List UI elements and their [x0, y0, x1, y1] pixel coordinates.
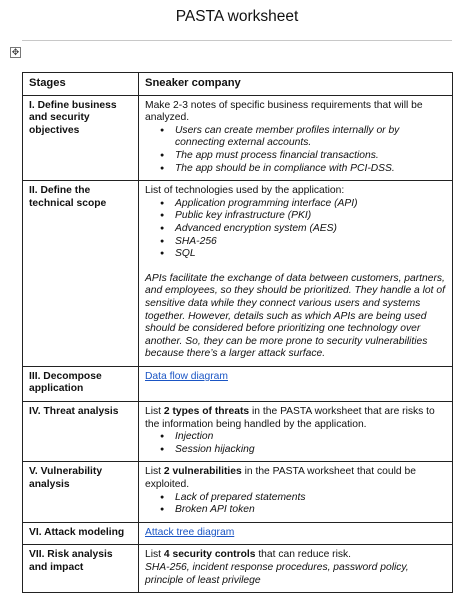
content-cell [139, 402, 453, 462]
intro-pre: List [145, 549, 164, 561]
page-divider [22, 40, 452, 41]
intro-bold: 2 types of threats [163, 406, 250, 418]
content-cell [139, 181, 453, 367]
intro-pre: List [145, 466, 164, 478]
row-intro: List of technologies used by the application: [145, 185, 345, 197]
list-item: ● SHA-256 [175, 236, 447, 249]
bullet-list [145, 431, 447, 456]
bullet-list [145, 198, 447, 261]
content-cell [139, 366, 453, 401]
controls-note: SHA-256, incident response procedures, password policy, principle of least privilege [145, 562, 409, 586]
list-item: ● SQL [175, 248, 447, 261]
stage-cell: VII. Risk analysis and impact [23, 545, 139, 593]
table-row [23, 95, 453, 181]
intro-post: in the PASTA worksheet that are risks to the information being handled by the application. [145, 406, 435, 430]
content-cell [139, 462, 453, 522]
scope-paragraph: APIs facilitate the exchange of data between customers, partners, and employees, so they should be prioritized. They handle a lot of sensitive data while they connect various users and systems together. However, details such as which APIs are being used should be considered before prioritizing one technology over another. So, they can be more prone to security vulnerabilities because there’s a larger attack surface. [145, 272, 445, 360]
row-intro [145, 549, 447, 562]
list-item: ● Public key infrastructure (PKI) [175, 210, 447, 223]
content-cell [139, 95, 453, 181]
stage-cell: III. Decompose application [23, 366, 139, 401]
list-item: ● Broken API token [175, 504, 447, 517]
document-title: PASTA worksheet [175, 8, 299, 25]
table-row [23, 366, 453, 401]
list-item: ● Lack of prepared statements [175, 492, 447, 505]
list-item: ● The app should be in compliance with PCI-DSS. [175, 163, 447, 176]
stage-cell: VI. Attack modeling [23, 522, 139, 545]
intro-pre: List [145, 406, 164, 418]
stage-cell: V. Vulnerability analysis [23, 462, 139, 522]
content-cell [139, 545, 453, 593]
list-item: ● Advanced encryption system (AES) [175, 223, 447, 236]
header-company: Sneaker company [139, 73, 453, 96]
intro-post: that can reduce risk. [255, 549, 352, 561]
row-intro [145, 406, 447, 431]
list-item: ● Session hijacking [175, 444, 447, 457]
row-intro: Make 2-3 notes of specific business requirements that will be analyzed. [145, 99, 423, 124]
table-row [23, 545, 453, 593]
header-stages: Stages [23, 73, 139, 96]
table-row [23, 522, 453, 545]
stage-cell: II. Define the technical scope [23, 181, 139, 367]
table-move-handle-icon[interactable]: ✥ [11, 47, 20, 57]
list-item: ● Users can create member profiles internally or by connecting external accounts. [175, 125, 447, 150]
table-row [23, 462, 453, 522]
list-item: ● Application programming interface (API) [175, 198, 447, 211]
list-item: ● Injection [175, 431, 447, 444]
bullet-list [145, 492, 447, 517]
intro-bold: 4 security controls [163, 549, 256, 561]
table-row [23, 181, 453, 367]
bullet-list [145, 125, 447, 175]
content-cell [139, 522, 453, 545]
intro-bold: 2 vulnerabilities [163, 466, 242, 478]
pasta-worksheet-table [22, 72, 453, 593]
list-item: ● The app must process financial transactions. [175, 150, 447, 163]
attack-tree-diagram-link[interactable]: Attack tree diagram [145, 526, 235, 538]
data-flow-diagram-link[interactable]: Data flow diagram [145, 370, 228, 382]
table-header-row [23, 73, 453, 96]
table-row [23, 402, 453, 462]
row-intro [145, 466, 447, 491]
intro-post: in the PASTA worksheet that could be exploited. [145, 466, 416, 491]
stage-cell: I. Define business and security objectives [23, 95, 139, 181]
stage-cell: IV. Threat analysis [23, 402, 139, 462]
